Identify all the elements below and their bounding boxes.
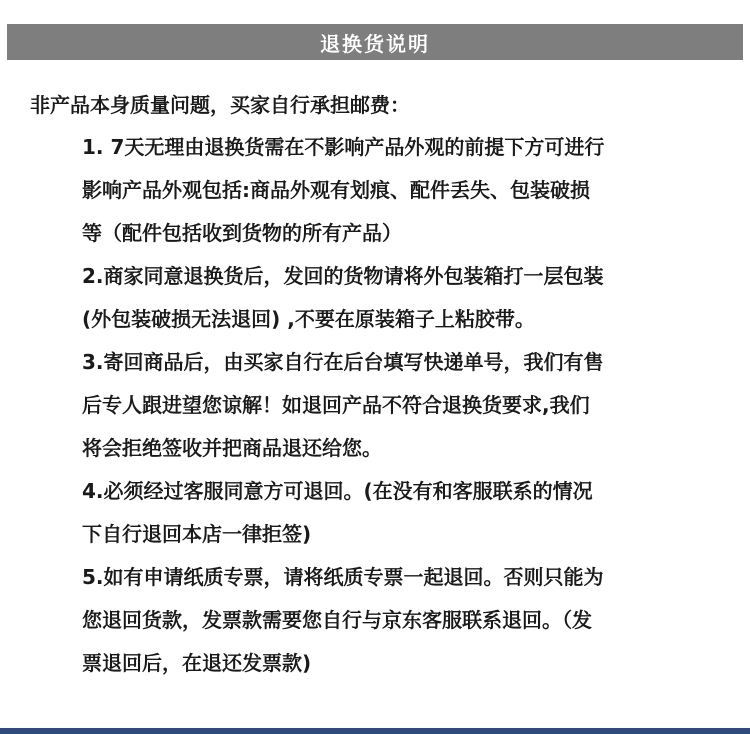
policy-item-4: 4.必须经过客服同意方可退回。(在没有和客服联系的情况 下自行退回本店一律拒签) [82,479,593,546]
policy-content [30,86,730,685]
policy-item-5: 5.如有申请纸质专票，请将纸质专票一起退回。否则只能为 您退回货款，发票款需要您自行与京东客服联系退回。（发 票退回后，在退还发票款) [82,565,604,675]
policy-item-2: 2.商家同意退换货后，发回的货物请将外包装箱打一层包装 (外包装破损无法退回) ,不要在原装箱子上粘胶带。 [82,264,604,331]
section-header [7,24,743,60]
section-title: 退换货说明 [320,31,430,56]
policy-intro: 非产品本身质量问题，买家自行承担邮费： [30,93,410,117]
policy-item-3: 3.寄回商品后，由买家自行在后台填写快递单号，我们有售 后专人跟进望您谅解！如退回产品不符合退换货要求,我们 将会拒绝签收并把商品退还给您。 [82,350,604,460]
policy-item-1: 1. 7天无理由退换货需在不影响产品外观的前提下方可进行 影响产品外观包括:商品外观有划痕、配件丢失、包装破损 等（配件包括收到货物的所有产品） [82,135,605,245]
bottom-divider [0,728,750,734]
